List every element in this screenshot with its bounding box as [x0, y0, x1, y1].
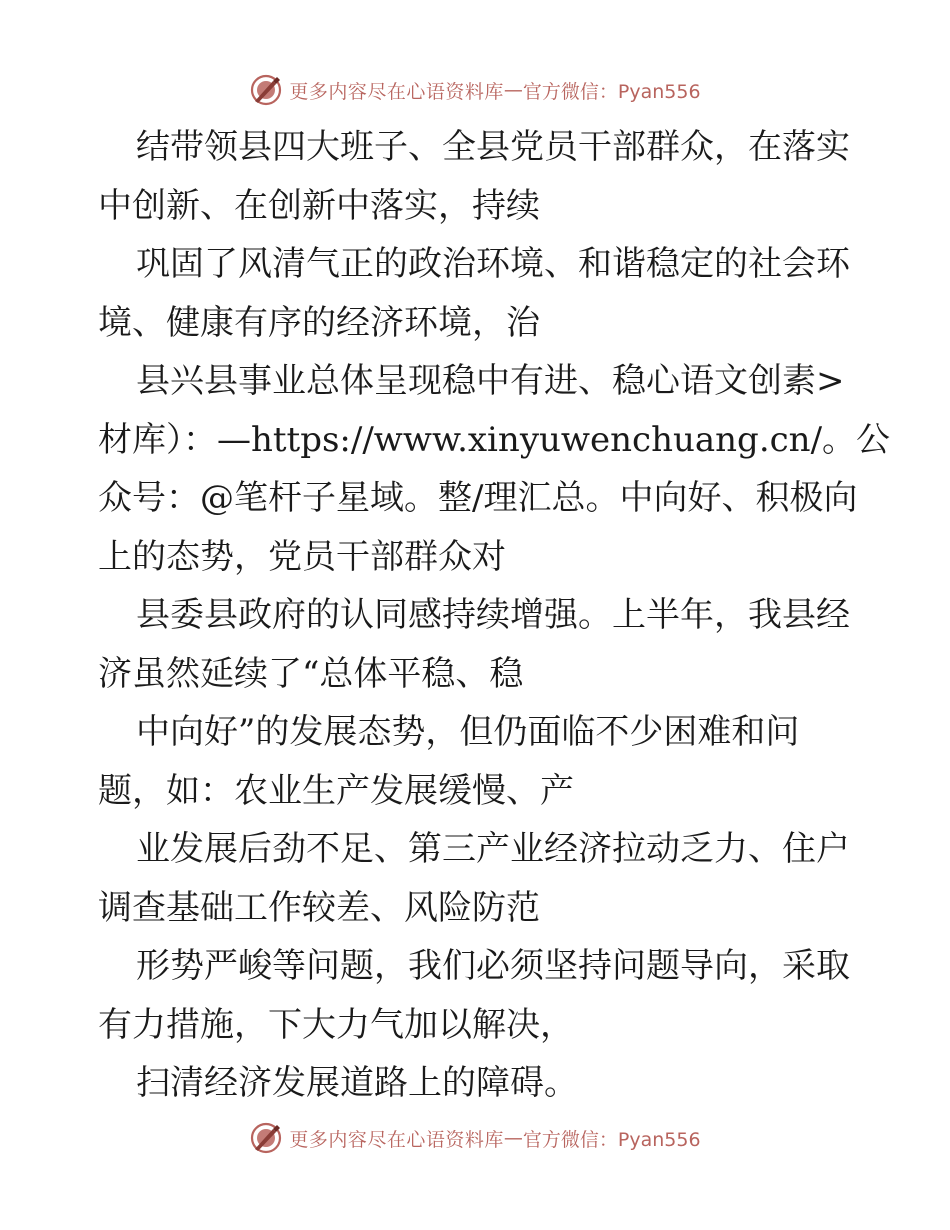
text-line: 材库）：—https://www.xinyuwenchuang.cn/。公	[98, 419, 891, 460]
banner-separator: —	[503, 1127, 523, 1149]
banner-contact: 官方微信：Pyan556	[522, 1128, 701, 1151]
text-line: 县委县政府的认同感持续增强。上半年，我县经	[136, 595, 850, 635]
header-banner	[0, 70, 950, 110]
text-line: 上的态势，党员干部群众对	[98, 536, 506, 577]
text-line: 扫清经济发展道路上的障碍。	[136, 1063, 578, 1103]
text-line: 业发展后劲不足、第三产业经济拉动乏力、住户	[136, 829, 850, 869]
text-line: 境、健康有序的经济环境，治	[98, 302, 540, 343]
pen-circle-logo-icon	[249, 73, 283, 107]
text-line: 调查基础工作较差、风险防范	[98, 887, 540, 928]
banner-separator: —	[503, 79, 523, 101]
body-text	[98, 118, 891, 1113]
text-line: 众号：@笔杆子星域。整/理汇总。中向好、积极向	[98, 478, 858, 518]
pen-circle-logo-icon	[249, 1121, 283, 1155]
text-line: 中创新、在创新中落实，持续	[98, 185, 540, 226]
text-line: 县兴县事业总体呈现稳中有进、稳心语文创素>	[136, 361, 845, 401]
text-line: 题，如：农业生产发展缓慢、产	[98, 770, 574, 811]
footer-banner	[0, 1118, 950, 1158]
text-line: 中向好”的发展态势，但仍面临不少困难和问	[136, 712, 800, 752]
text-line: 巩固了风清气正的政治环境、和谐稳定的社会环	[136, 244, 850, 284]
text-line: 形势严峻等问题，我们必须坚持问题导向，采取	[136, 946, 850, 986]
banner-contact: 官方微信：Pyan556	[522, 80, 701, 103]
text-line: 济虽然延续了“总体平稳、稳	[98, 653, 524, 694]
banner-title: 更多内容尽在心语资料库	[289, 1128, 504, 1151]
text-line: 结带领县四大班子、全县党员干部群众，在落实	[136, 127, 850, 167]
text-line: 有力措施，下大力气加以解决，	[98, 1004, 574, 1045]
banner-title: 更多内容尽在心语资料库	[289, 80, 504, 103]
